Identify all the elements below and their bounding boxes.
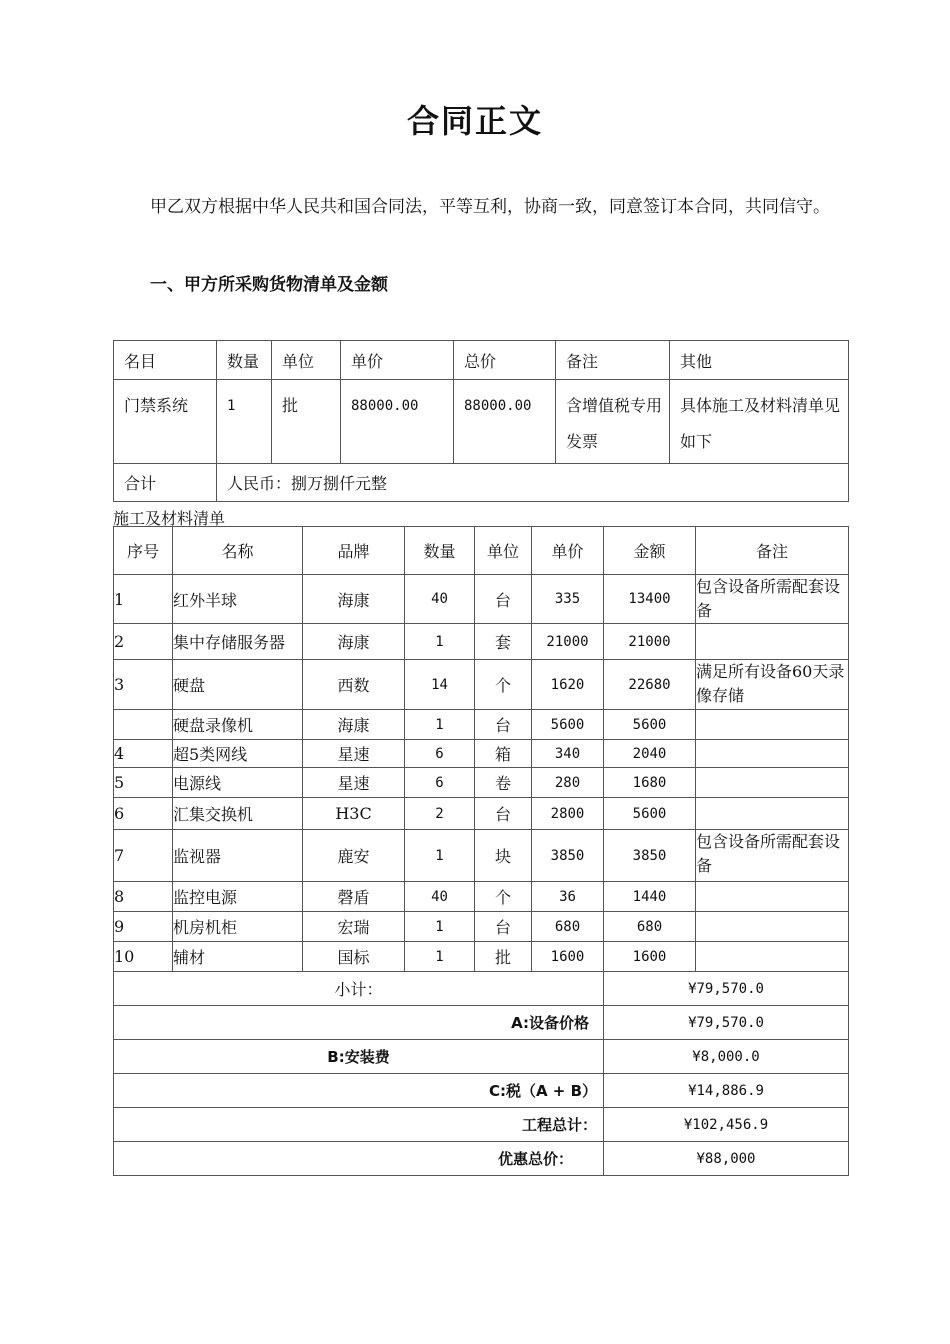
brand-cell: 海康 — [303, 575, 405, 624]
install-row — [114, 1040, 849, 1074]
amount-cell: 3850 — [604, 830, 696, 882]
unit-price-cell: 335 — [532, 575, 604, 624]
item-name-cell: 监视器 — [173, 830, 303, 882]
header-cell: 数量 — [217, 341, 272, 380]
table-row — [114, 942, 849, 972]
amount-cell: 22680 — [604, 660, 696, 710]
quantity-cell: 1 — [405, 830, 475, 882]
item-name-cell: 集中存储服务器 — [173, 624, 303, 660]
amount-cell: 1440 — [604, 882, 696, 912]
amount-cell: 13400 — [604, 575, 696, 624]
subtotal-label: 小计： — [114, 972, 604, 1006]
header-cell: 数量 — [405, 527, 475, 575]
header-cell: 单位 — [272, 341, 341, 380]
header-cell: 品牌 — [303, 527, 405, 575]
install-label: B:安装费 — [114, 1040, 604, 1074]
table-row — [114, 380, 849, 464]
row-no-cell: 4 — [114, 740, 173, 768]
header-cell: 名称 — [173, 527, 303, 575]
row-no-cell: 6 — [114, 798, 173, 830]
materials-caption: 施工及材料清单 — [113, 509, 226, 528]
intro-paragraph: 甲乙双方根据中华人民共和国合同法，平等互利，协商一致，同意签订本合同，共同信守。 — [150, 197, 830, 217]
quantity-cell: 40 — [405, 575, 475, 624]
quantity-cell: 1 — [405, 710, 475, 740]
tax-value: ¥14,886.9 — [604, 1074, 849, 1108]
header-cell: 单价 — [341, 341, 454, 380]
remark-cell — [696, 710, 849, 740]
header-cell: 备注 — [696, 527, 849, 575]
header-cell: 金额 — [604, 527, 696, 575]
tax-label: C:税（A + B） — [114, 1074, 604, 1108]
row-no-cell: 5 — [114, 768, 173, 798]
equipment-value: ¥79,570.0 — [604, 1006, 849, 1040]
project-total-value: ¥102,456.9 — [604, 1108, 849, 1142]
item-name-cell: 电源线 — [173, 768, 303, 798]
item-name-cell: 汇集交换机 — [173, 798, 303, 830]
discount-row — [114, 1142, 849, 1176]
row-no-cell: 3 — [114, 660, 173, 710]
amount-cell: 21000 — [604, 624, 696, 660]
table-cell: 批 — [272, 380, 341, 464]
total-label: 合计 — [114, 464, 217, 502]
remark-cell — [696, 882, 849, 912]
unit-price-cell: 36 — [532, 882, 604, 912]
unit-cell: 台 — [475, 912, 532, 942]
header-cell: 总价 — [454, 341, 556, 380]
materials-table — [113, 526, 849, 1176]
table-row — [114, 830, 849, 882]
unit-price-cell: 1600 — [532, 942, 604, 972]
total-value: 人民币：捌万捌仟元整 — [217, 464, 849, 502]
remark-cell: 包含设备所需配套设备 — [696, 575, 849, 624]
brand-cell: 鹿安 — [303, 830, 405, 882]
remark-cell: 满足所有设备60天录像存储 — [696, 660, 849, 710]
unit-price-cell: 5600 — [532, 710, 604, 740]
unit-price-cell: 280 — [532, 768, 604, 798]
header-cell: 单位 — [475, 527, 532, 575]
install-value: ¥8,000.0 — [604, 1040, 849, 1074]
table-row — [114, 740, 849, 768]
unit-price-cell: 680 — [532, 912, 604, 942]
unit-price-cell: 340 — [532, 740, 604, 768]
header-cell: 序号 — [114, 527, 173, 575]
unit-price-cell: 1620 — [532, 660, 604, 710]
remark-cell — [696, 912, 849, 942]
equipment-row — [114, 1006, 849, 1040]
unit-cell: 台 — [475, 798, 532, 830]
amount-cell: 5600 — [604, 798, 696, 830]
remark-cell: 包含设备所需配套设备 — [696, 830, 849, 882]
brand-cell: 海康 — [303, 710, 405, 740]
table-cell: 88000.00 — [341, 380, 454, 464]
item-name-cell: 辅材 — [173, 942, 303, 972]
discount-value: ¥88,000 — [604, 1142, 849, 1176]
tax-row — [114, 1074, 849, 1108]
discount-label: 优惠总价： — [114, 1142, 604, 1176]
row-no-cell: 9 — [114, 912, 173, 942]
table-cell: 门禁系统 — [114, 380, 217, 464]
equipment-label: A:设备价格 — [114, 1006, 604, 1040]
brand-cell: 星速 — [303, 768, 405, 798]
header-cell: 单价 — [532, 527, 604, 575]
quantity-cell: 6 — [405, 740, 475, 768]
quantity-cell: 14 — [405, 660, 475, 710]
brand-cell: 星速 — [303, 740, 405, 768]
quantity-cell: 2 — [405, 798, 475, 830]
brand-cell: 磬盾 — [303, 882, 405, 912]
amount-cell: 2040 — [604, 740, 696, 768]
unit-cell: 块 — [475, 830, 532, 882]
row-no-cell: 1 — [114, 575, 173, 624]
item-name-cell: 监控电源 — [173, 882, 303, 912]
quantity-cell: 1 — [405, 624, 475, 660]
quantity-cell: 1 — [405, 912, 475, 942]
brand-cell: 宏瑞 — [303, 912, 405, 942]
amount-cell: 680 — [604, 912, 696, 942]
remark-cell — [696, 798, 849, 830]
item-name-cell: 硬盘 — [173, 660, 303, 710]
quantity-cell: 1 — [405, 942, 475, 972]
brand-cell: H3C — [303, 798, 405, 830]
header-cell: 备注 — [556, 341, 670, 380]
table-row — [114, 768, 849, 798]
unit-price-cell: 21000 — [532, 624, 604, 660]
unit-price-cell: 2800 — [532, 798, 604, 830]
table-cell: 具体施工及材料清单见如下 — [670, 380, 849, 464]
unit-cell: 箱 — [475, 740, 532, 768]
quantity-cell: 40 — [405, 882, 475, 912]
table-header-row — [114, 341, 849, 380]
unit-cell: 批 — [475, 942, 532, 972]
subtotal-row — [114, 972, 849, 1006]
table-row — [114, 624, 849, 660]
brand-cell: 西数 — [303, 660, 405, 710]
remark-cell — [696, 942, 849, 972]
unit-cell: 个 — [475, 882, 532, 912]
row-no-cell: 10 — [114, 942, 173, 972]
unit-cell: 个 — [475, 660, 532, 710]
table-cell: 88000.00 — [454, 380, 556, 464]
amount-cell: 5600 — [604, 710, 696, 740]
brand-cell: 海康 — [303, 624, 405, 660]
item-name-cell: 红外半球 — [173, 575, 303, 624]
row-no-cell: 2 — [114, 624, 173, 660]
unit-price-cell: 3850 — [532, 830, 604, 882]
remark-cell — [696, 624, 849, 660]
amount-cell: 1600 — [604, 942, 696, 972]
table-row — [114, 912, 849, 942]
table-cell: 1 — [217, 380, 272, 464]
item-name-cell: 机房机柜 — [173, 912, 303, 942]
document-title: 合同正文 — [406, 102, 543, 140]
unit-cell: 台 — [475, 710, 532, 740]
remark-cell — [696, 740, 849, 768]
table-row — [114, 882, 849, 912]
header-cell: 名目 — [114, 341, 217, 380]
row-no-cell — [114, 710, 173, 740]
brand-cell: 国标 — [303, 942, 405, 972]
section-heading-1: 一、甲方所采购货物清单及金额 — [150, 275, 388, 295]
table-cell: 含增值税专用发票 — [556, 380, 670, 464]
unit-cell: 卷 — [475, 768, 532, 798]
table-row — [114, 575, 849, 624]
table-row — [114, 710, 849, 740]
item-name-cell: 超5类网线 — [173, 740, 303, 768]
table-row — [114, 798, 849, 830]
item-name-cell: 硬盘录像机 — [173, 710, 303, 740]
table-row — [114, 660, 849, 710]
amount-cell: 1680 — [604, 768, 696, 798]
table-total-row — [114, 464, 849, 502]
project-total-row — [114, 1108, 849, 1142]
row-no-cell: 8 — [114, 882, 173, 912]
project-total-label: 工程总计： — [114, 1108, 604, 1142]
unit-cell: 套 — [475, 624, 532, 660]
unit-cell: 台 — [475, 575, 532, 624]
subtotal-value: ¥79,570.0 — [604, 972, 849, 1006]
table-header-row — [114, 527, 849, 575]
purchase-summary-table — [113, 340, 849, 502]
remark-cell — [696, 768, 849, 798]
quantity-cell: 6 — [405, 768, 475, 798]
row-no-cell: 7 — [114, 830, 173, 882]
header-cell: 其他 — [670, 341, 849, 380]
